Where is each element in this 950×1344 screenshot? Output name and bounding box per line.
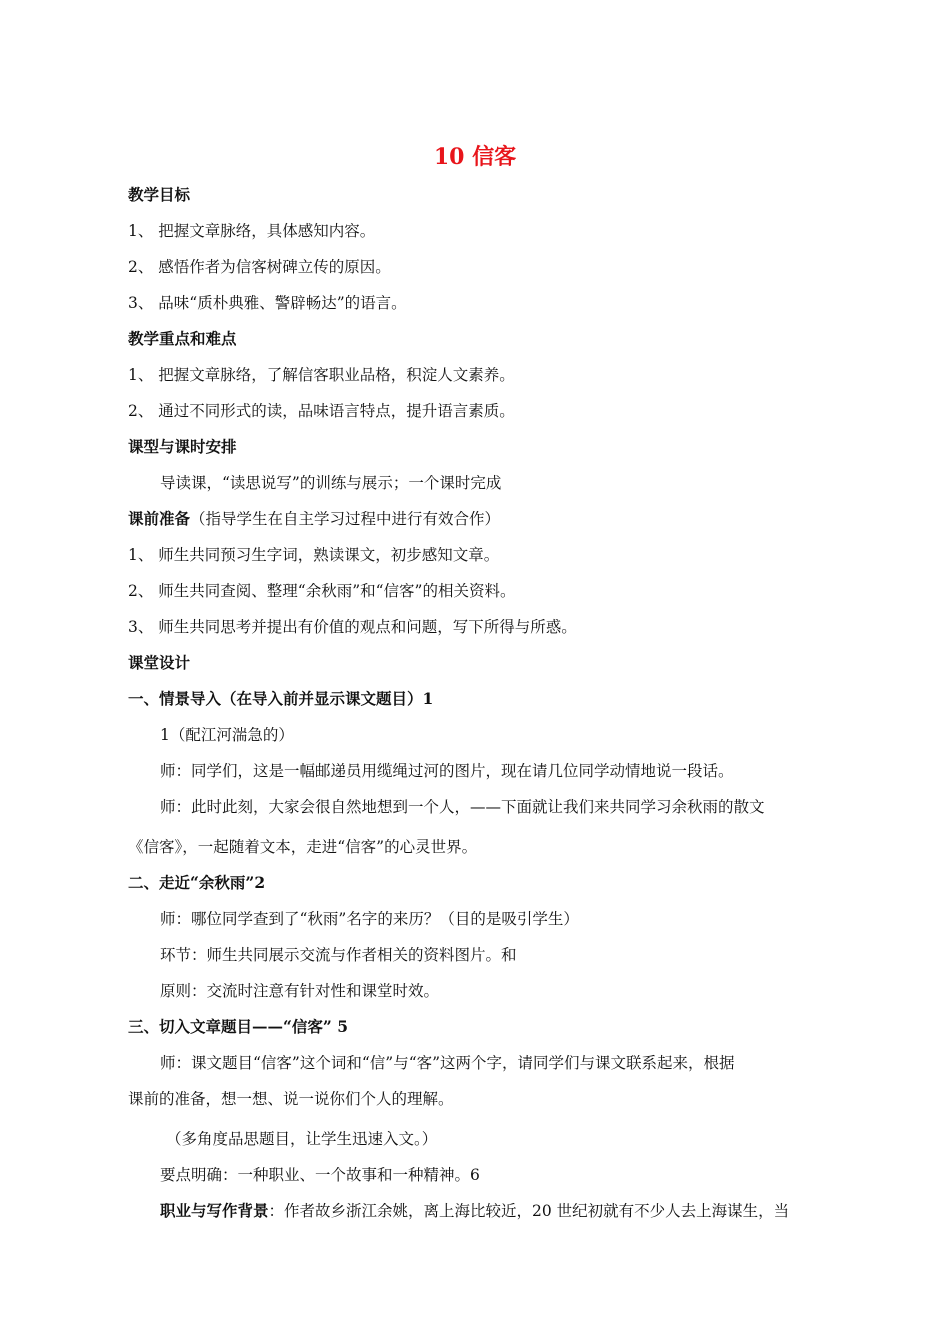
- prep-note: （指导学生在自主学习过程中进行有效合作）: [190, 510, 501, 528]
- part3-heading: 三、切入文章题目——“信客” 5: [128, 1017, 349, 1036]
- part3-line: （多角度品思题目，让学生迅速入文。）: [166, 1130, 438, 1148]
- part1-line: 《信客》，一起随着文本，走进“信客”的心灵世界。: [128, 838, 478, 856]
- key-item: 1、 把握文章脉络，了解信客职业品格，积淀人文素养。: [128, 366, 515, 384]
- part1-line: 师：同学们，这是一幅邮递员用缆绳过河的图片，现在请几位同学动情地说一段话。: [160, 762, 734, 780]
- background-line: [160, 1200, 789, 1222]
- background-label: 职业与写作背景: [160, 1201, 269, 1220]
- goal-item: 3、 品味“质朴典雅、警辟畅达”的语言。: [128, 294, 407, 312]
- goal-item: 2、 感悟作者为信客树碑立传的原因。: [128, 258, 391, 276]
- prep-heading-line: [128, 508, 500, 530]
- part2-line: 师：哪位同学查到了“秋雨”名字的来历？（目的是吸引学生）: [160, 910, 579, 928]
- design-heading: 课堂设计: [128, 653, 191, 672]
- part3-line: 师：课文题目“信客”这个词和“信”与“客”这两个字，请同学们与课文联系起来，根据: [160, 1054, 735, 1072]
- part1-line: 师：此时此刻，大家会很自然地想到一个人，——下面就让我们来共同学习余秋雨的散文: [160, 798, 765, 816]
- prep-item: 3、 师生共同思考并提出有价值的观点和问题，写下所得与所惑。: [128, 618, 577, 636]
- part3-line: 要点明确：一种职业、一个故事和一种精神。6: [160, 1166, 480, 1184]
- key-item: 2、 通过不同形式的读，品味语言特点，提升语言素质。: [128, 402, 515, 420]
- goal-item: 1、 把握文章脉络，具体感知内容。: [128, 222, 376, 240]
- prep-item: 2、 师生共同查阅、整理“余秋雨”和“信客”的相关资料。: [128, 582, 516, 600]
- goals-heading: 教学目标: [128, 185, 191, 204]
- part3-line: 课前的准备，想一想、说一说你们个人的理解。: [128, 1090, 454, 1108]
- prep-heading: 课前准备: [128, 509, 191, 528]
- part2-heading: 二、走近“余秋雨”2: [128, 873, 266, 892]
- part1-line: 1（配江河湍急的）: [160, 726, 294, 744]
- part2-line: 环节：师生共同展示交流与作者相关的资料图片。和: [160, 946, 517, 964]
- part2-line: 原则：交流时注意有针对性和课堂时效。: [160, 982, 440, 1000]
- part1-heading: 一、情景导入（在导入前并显示课文题目）1: [128, 689, 434, 708]
- prep-item: 1、 师生共同预习生字词，熟读课文，初步感知文章。: [128, 546, 500, 564]
- type-heading: 课型与课时安排: [128, 437, 237, 456]
- background-text: ：作者故乡浙江余姚，离上海比较近，20 世纪初就有不少人去上海谋生，当: [268, 1202, 790, 1220]
- type-text: 导读课，“读思说写”的训练与展示；一个课时完成: [160, 474, 502, 492]
- key-heading: 教学重点和难点: [128, 329, 237, 348]
- document-title: 10 信客: [433, 144, 517, 170]
